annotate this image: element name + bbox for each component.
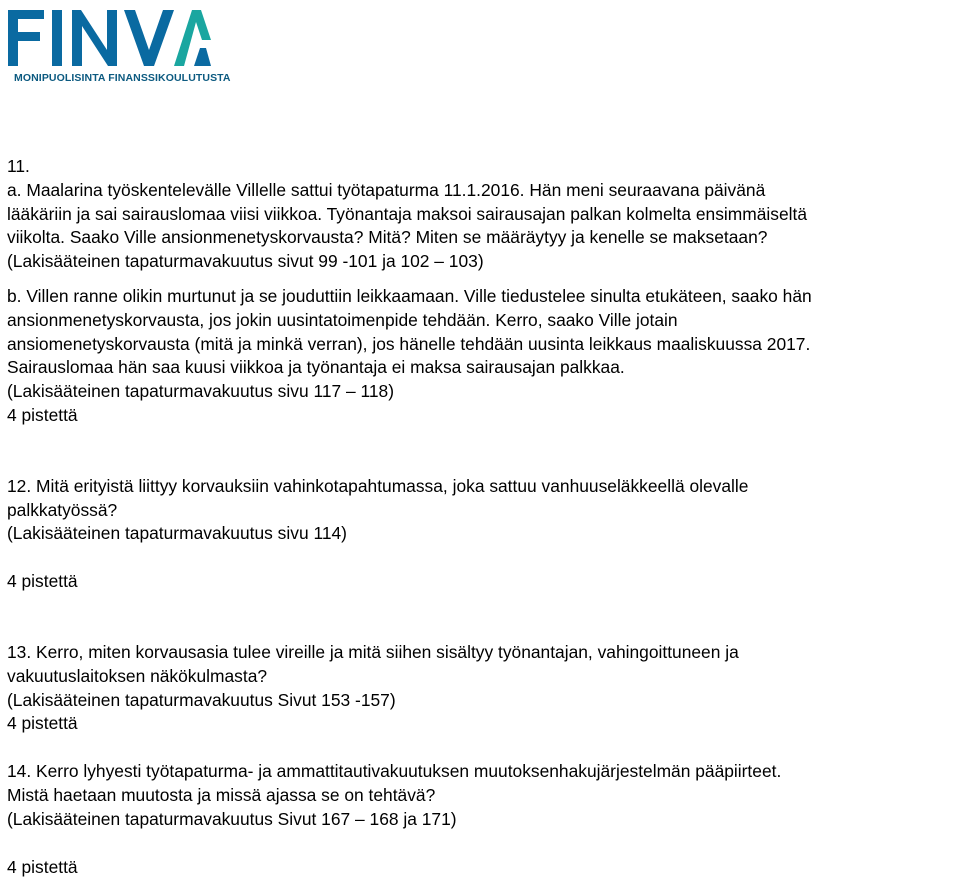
question-number: 11. [7,156,30,176]
text-line: 13. Kerro, miten korvausasia tulee vireille ja mitä siihen sisältyy työnantajan, vahingoittuneen ja [7,641,739,662]
reference-line: (Lakisääteinen tapaturmavakuutus sivu 117 – 118) [7,381,395,402]
reference-line: (Lakisääteinen tapaturmavakuutus sivu 114) [7,523,347,544]
question-13 [7,641,957,736]
points-label: 4 pistettä [7,713,78,734]
text-line: 12. Mitä erityistä liittyy korvauksiin vahinkotapahtumassa, joka sattuu vanhuuseläkkeellä olevalle [7,475,749,496]
text-line: palkkatyössä? [7,499,118,520]
text-line: ansionmenetyskorvausta, jos jokin uusintatoimenpide tehdään. Kerro, saako Ville jotain [7,309,678,330]
question-14 [7,760,957,879]
finva-logo [6,4,231,84]
finva-wordmark-icon [6,4,211,70]
reference-line: (Lakisääteinen tapaturmavakuutus Sivut 153 -157) [7,689,396,710]
text-line: b. Villen ranne olikin murtunut ja se jouduttiin leikkaamaan. Ville tiedustelee sinulta etukäteen, saako hän [7,285,812,306]
question-11 [7,155,957,428]
document-body [7,155,957,879]
text-line: a. Maalarina työskentelevälle Villelle sattui työtapaturma 11.1.2016. Hän meni seuraavana päivänä [7,179,766,200]
question-12 [7,475,957,594]
points-label: 4 pistettä [7,571,78,592]
text-line: lääkäriin ja sai sairauslomaa viisi viikkoa. Työnantaja maksoi sairausajan palkan kolmelta ensimmäiseltä [7,203,808,224]
text-line: Mistä haetaan muutosta ja missä ajassa se on tehtävä? [7,784,436,805]
text-line: vakuutuslaitoksen näkökulmasta? [7,665,268,686]
text-line: 14. Kerro lyhyesti työtapaturma- ja ammattitautivakuutuksen muutoksenhakujärjestelmän pääpiirteet. [7,761,782,782]
reference-line: (Lakisääteinen tapaturmavakuutus Sivut 167 – 168 ja 171) [7,808,457,829]
text-line: ansiomenetyskorvausta (mitä ja minkä verran), jos hänelle tehdään uusinta leikkaus maaliskuussa 2017. [7,333,811,354]
reference-line: (Lakisääteinen tapaturmavakuutus sivut 99 -101 ja 102 – 103) [7,251,484,272]
logo-tagline: MONIPUOLISINTA FINANSSIKOULUTUSTA [14,72,231,84]
points-label: 4 pistettä [7,404,78,425]
question-11b [7,285,957,404]
points-label: 4 pistettä [7,856,78,877]
text-line: viikolta. Saako Ville ansionmenetyskorvausta? Mitä? Miten se määräytyy ja kenelle se maksetaan? [7,227,768,248]
text-line: Sairauslomaa hän saa kuusi viikkoa ja työnantaja ei maksa sairausajan palkkaa. [7,357,625,378]
question-11a [7,179,957,274]
